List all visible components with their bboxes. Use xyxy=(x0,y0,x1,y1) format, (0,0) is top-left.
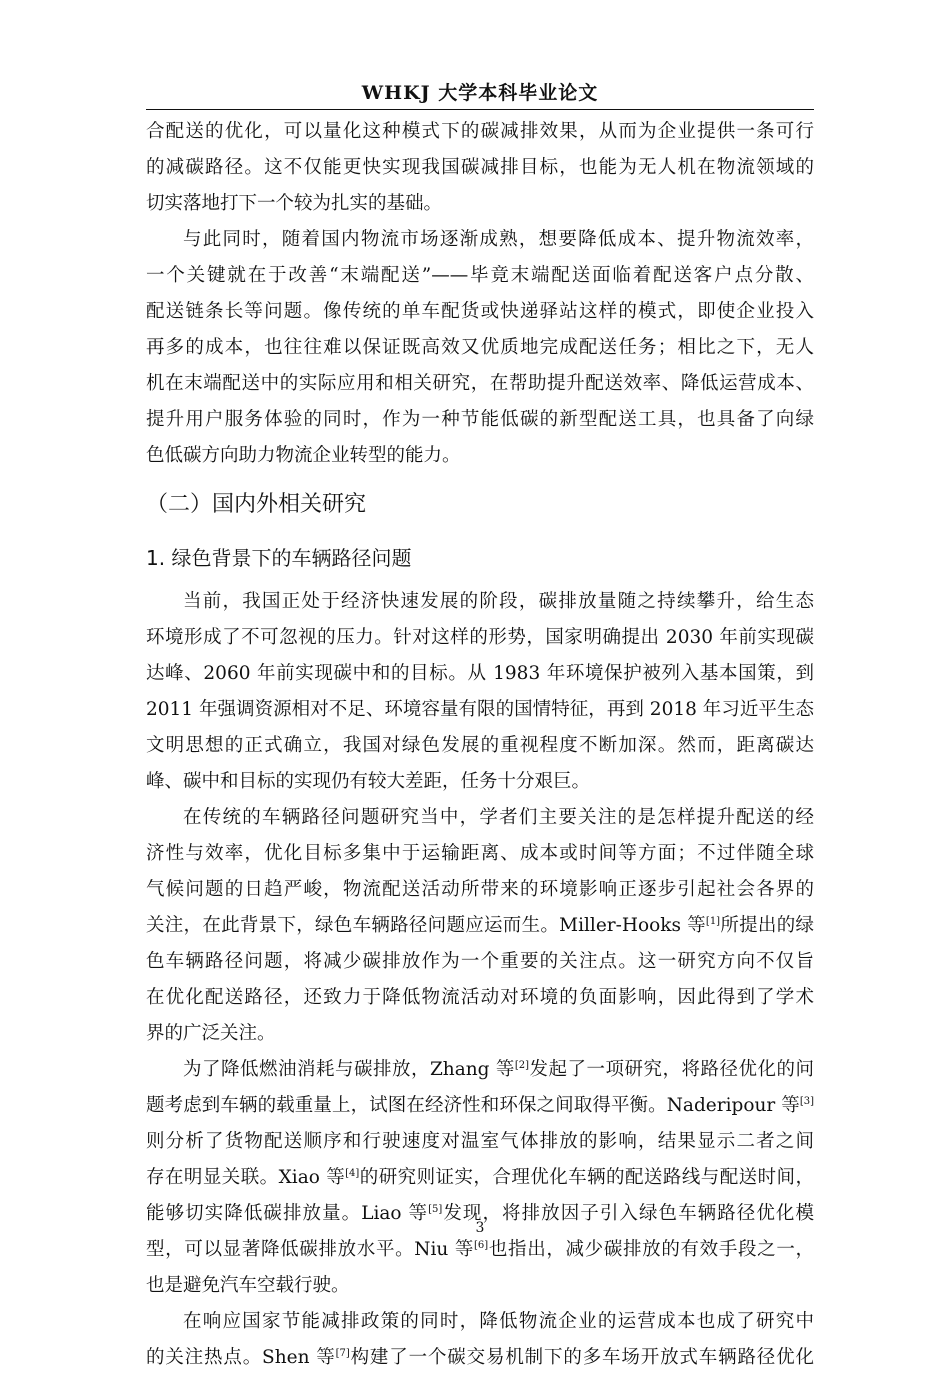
text-line: 配送链条长等问题。像传统的单车配货或快递驿站这样的模式，即使企业投入 xyxy=(146,301,814,322)
text-line: 2011 年强调资源相对不足、环境容量有限的国情特征，再到 2018 年习近平生态 xyxy=(146,699,814,720)
text-line: 机在末端配送中的实际应用和相关研究，在帮助提升配送效率、降低运营成本、 xyxy=(146,373,814,394)
citation-ref: [2] xyxy=(514,1060,530,1071)
text-line: 切实落地打下一个较为扎实的基础。 xyxy=(146,193,443,214)
citation-ref: [1] xyxy=(705,916,721,927)
text-run: 题考虑到车辆的载重量上，试图在经济性和环保之间取得平衡。Naderipour 等 xyxy=(146,1095,800,1116)
running-header: WHKJ 大学本科毕业论文 xyxy=(361,82,599,104)
citation-ref: [7] xyxy=(335,1348,350,1359)
text-line: 济性与效率，优化目标多集中于运输距离、成本或时间等方面；不过伴随全球 xyxy=(146,843,814,864)
text-line: 界的广泛关注。 xyxy=(146,1023,276,1044)
text-line xyxy=(146,1088,814,1124)
text-run: 能够切实降低碳排放量。Liao 等 xyxy=(146,1203,429,1224)
header-rule xyxy=(146,109,814,110)
citation-ref: [5] xyxy=(428,1204,443,1215)
text-line: 色低碳方向助力物流企业转型的能力。 xyxy=(146,445,461,466)
paragraph-5 xyxy=(146,1052,814,1304)
text-line: 当前，我国正处于经济快速发展的阶段，碳排放量随之持续攀升，给生态 xyxy=(183,591,814,612)
paragraph-6 xyxy=(146,1304,814,1376)
paragraph-2 xyxy=(146,222,814,474)
text-line: 在响应国家节能减排政策的同时，降低物流企业的运营成本也成了研究中 xyxy=(183,1311,814,1332)
text-run: 的关注热点。Shen 等 xyxy=(146,1347,336,1368)
text-line: 则分析了货物配送顺序和行驶速度对温室气体排放的影响，结果显示二者之间 xyxy=(146,1131,814,1152)
text-line xyxy=(146,1160,814,1196)
text-run: 存在明显关联。Xiao 等 xyxy=(146,1167,346,1188)
text-line xyxy=(146,1052,814,1088)
text-line: 气候问题的日趋严峻，物流配送活动所带来的环境影响正逐步引起社会各界的 xyxy=(146,879,814,900)
citation-ref: [6] xyxy=(474,1240,489,1251)
text-line: 提升用户服务体验的同时，作为一种节能低碳的新型配送工具，也具备了向绿 xyxy=(146,409,814,430)
text-line: 达峰、2060 年前实现碳中和的目标。从 1983 年环境保护被列入基本国策，到 xyxy=(146,663,814,684)
citation-ref: [3] xyxy=(799,1096,814,1107)
text-run: 发现，将排放因子引入绿色车辆路径优化模 xyxy=(442,1203,814,1224)
text-line: 再多的成本，也往往难以保证既高效又优质地完成配送任务；相比之下，无人 xyxy=(146,337,814,358)
text-run: 构建了一个碳交易机制下的多车场开放式车辆路径优化 xyxy=(349,1347,814,1368)
paragraph-4 xyxy=(146,800,814,1052)
text-line: 的减碳路径。这不仅能更快实现我国碳减排目标，也能为无人机在物流领域的 xyxy=(146,157,814,178)
text-run: 也指出，减少碳排放的有效手段之一， xyxy=(488,1239,814,1260)
text-line: 环境形成了不可忽视的压力。针对这样的形势，国家明确提出 2030 年前实现碳 xyxy=(146,627,814,648)
citation-ref: [4] xyxy=(345,1168,360,1179)
text-line: 色车辆路径问题，将减少碳排放作为一个重要的关注点。这一研究方向不仅旨 xyxy=(146,951,814,972)
text-line: 峰、碳中和目标的实现仍有较大差距，任务十分艰巨。 xyxy=(146,771,591,792)
text-line: 也是避免汽车空载行驶。 xyxy=(146,1275,350,1296)
page-number: 3 xyxy=(475,1220,485,1236)
text-run: 所提出的绿 xyxy=(720,915,814,936)
text-line: 文明思想的正式确立，我国对绿色发展的重视程度不断加深。然而，距离碳达 xyxy=(146,735,814,756)
text-run: 发起了一项研究，将路径优化的问 xyxy=(529,1059,814,1080)
section-heading: （二）国内外相关研究 xyxy=(146,492,367,517)
paragraph-3 xyxy=(146,584,814,800)
text-line: 在优化配送路径，还致力于降低物流活动对环境的负面影响，因此得到了学术 xyxy=(146,987,814,1008)
paragraph-1 xyxy=(146,114,814,222)
text-line xyxy=(146,1340,814,1376)
text-line: 一个关键就在于改善“末端配送”——毕竟末端配送面临着配送客户点分散、 xyxy=(146,265,814,286)
text-line: 与此同时，随着国内物流市场逐渐成熟，想要降低成本、提升物流效率， xyxy=(183,229,814,250)
text-run: 为了降低燃油消耗与碳排放，Zhang 等 xyxy=(183,1059,515,1080)
text-line xyxy=(146,908,814,944)
text-run: 的研究则证实，合理优化车辆的配送路线与配送时间， xyxy=(359,1167,814,1188)
text-line: 合配送的优化，可以量化这种模式下的碳减排效果，从而为企业提供一条可行 xyxy=(146,121,814,142)
subsection-heading: 1. 绿色背景下的车辆路径问题 xyxy=(146,546,412,570)
text-line: 在传统的车辆路径问题研究当中，学者们主要关注的是怎样提升配送的经 xyxy=(183,807,814,828)
text-line xyxy=(146,1232,814,1268)
text-run: 关注，在此背景下，绿色车辆路径问题应运而生。Miller-Hooks 等 xyxy=(146,915,706,936)
text-run: 型，可以显著降低碳排放水平。Niu 等 xyxy=(146,1239,475,1260)
document-body xyxy=(146,114,814,1376)
